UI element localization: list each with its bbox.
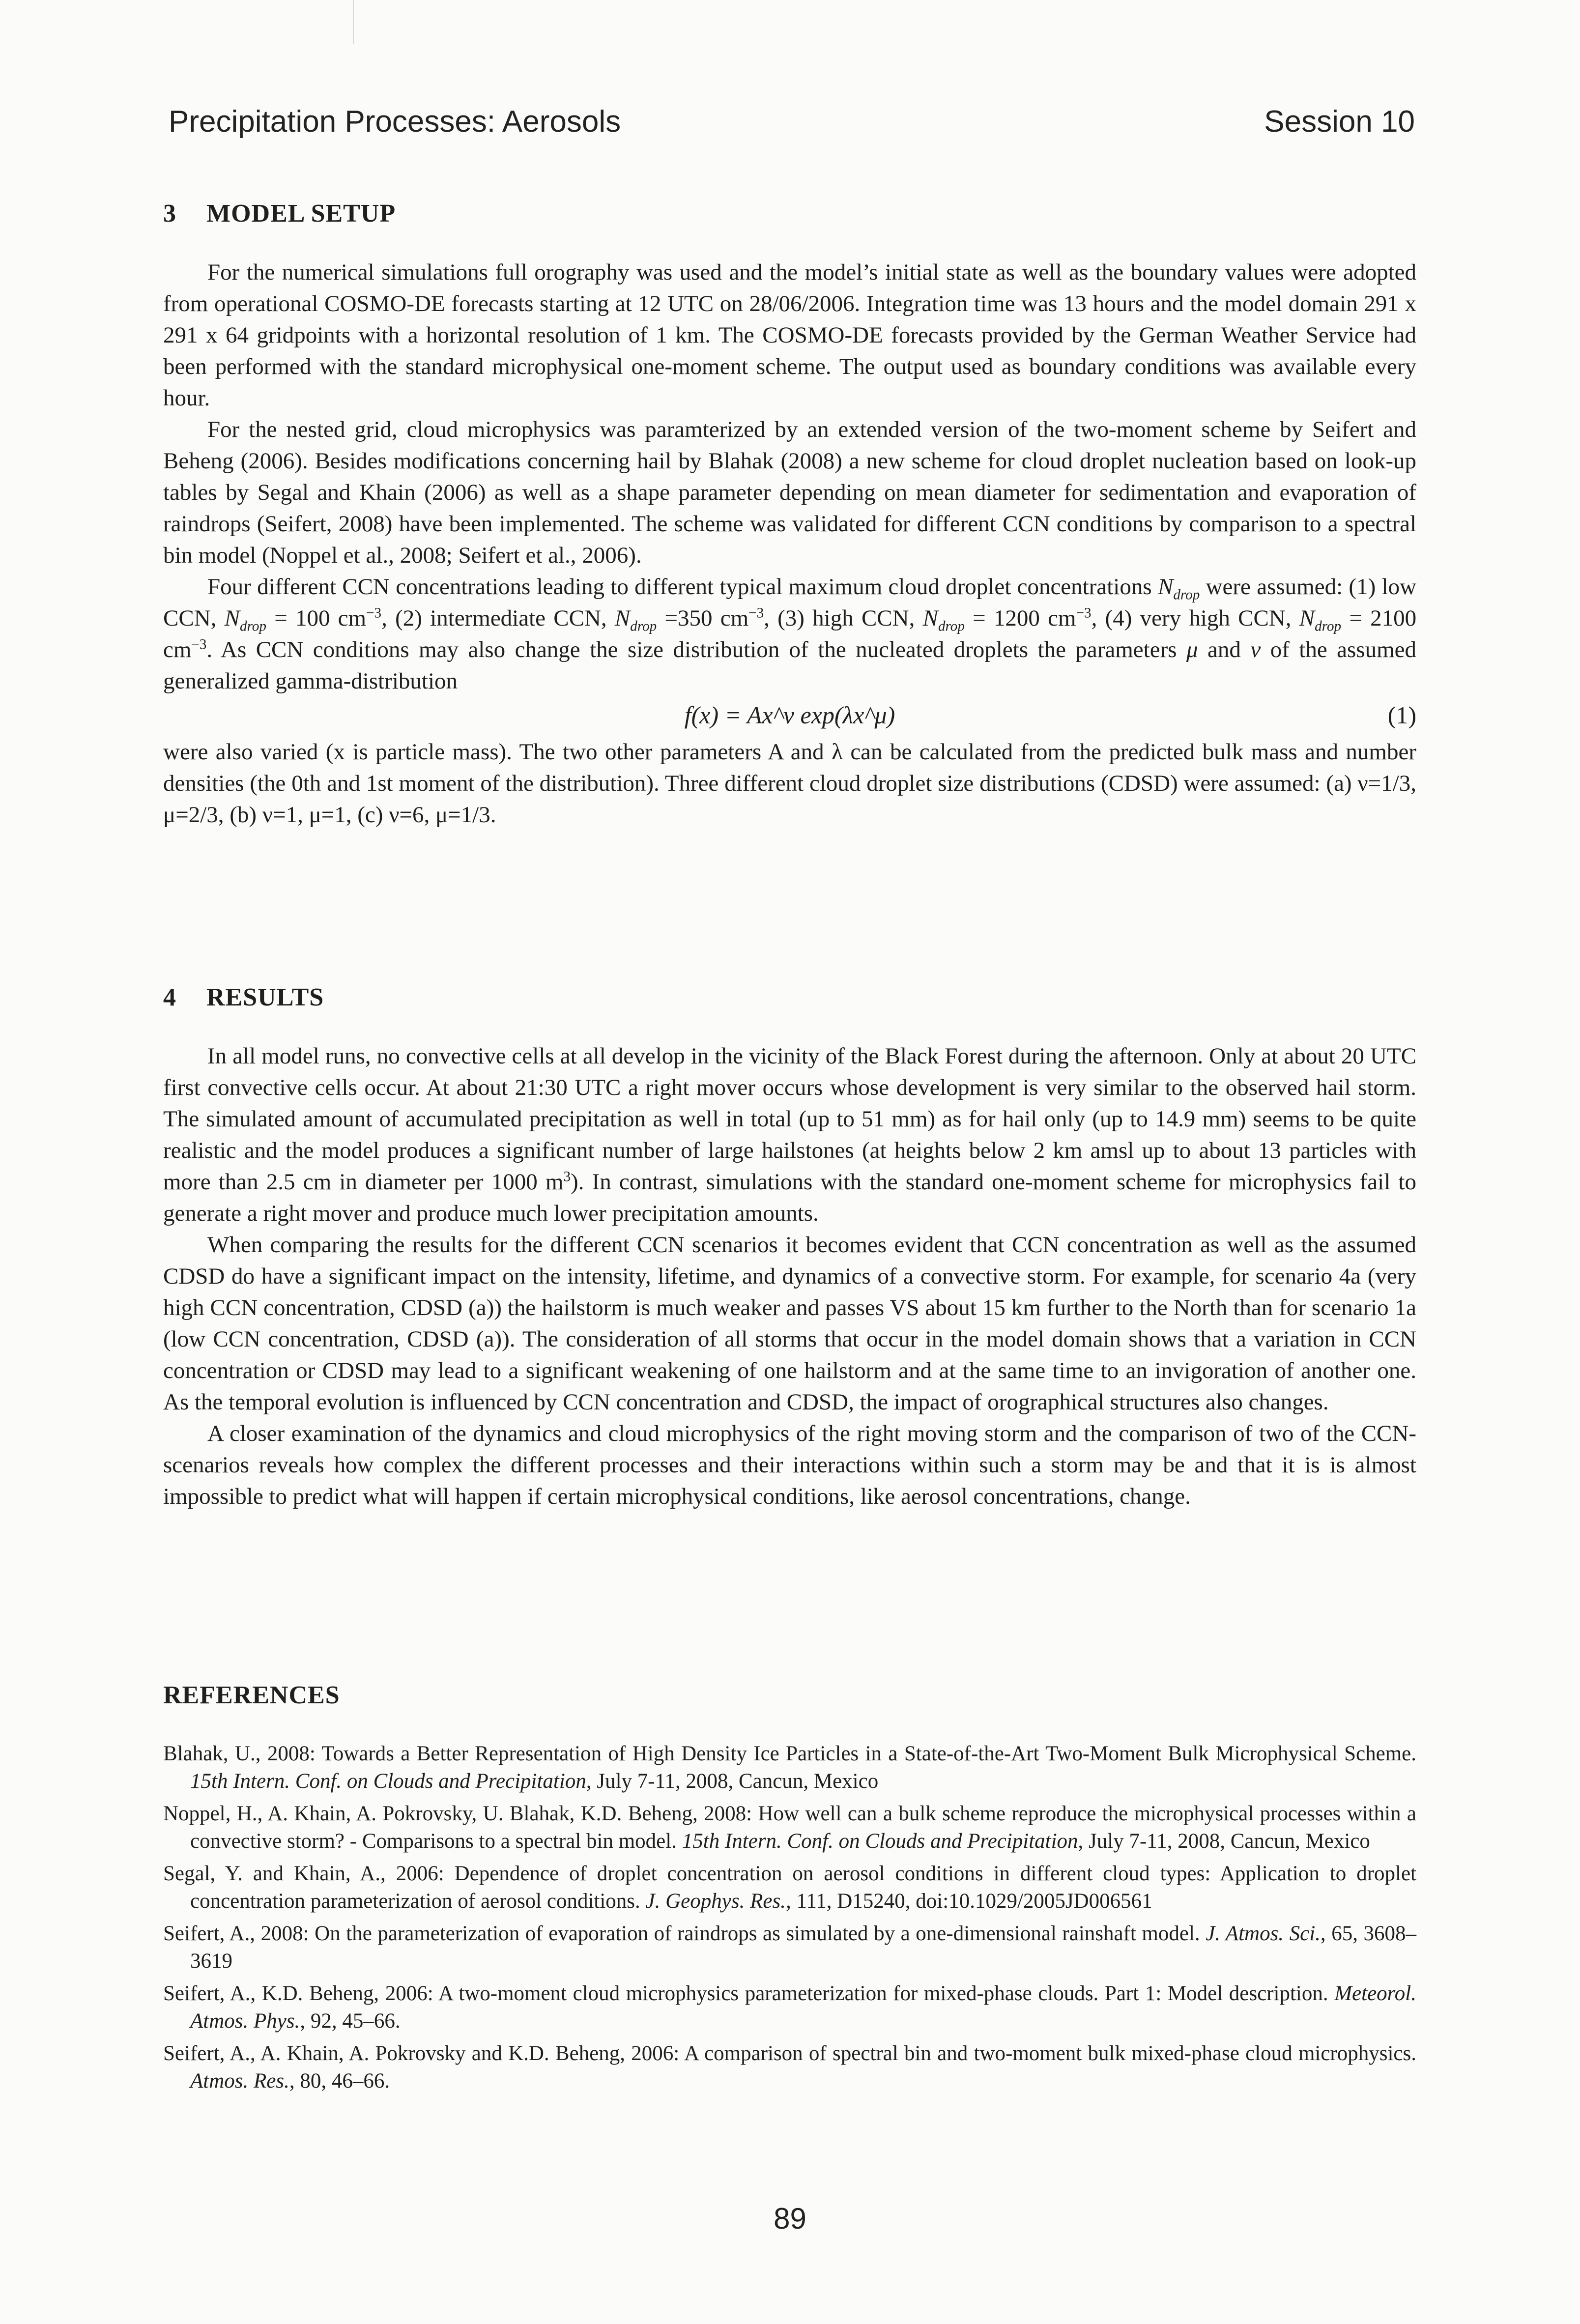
- equation-gamma-distribution: [163, 697, 1416, 736]
- section-title: RESULTS: [206, 983, 324, 1011]
- reference-item: Noppel, H., A. Khain, A. Pokrovsky, U. Blahak, K.D. Beheng, 2008: How well can a bulk scheme reproduce the microphysical processes within a convective storm? - Comparisons to a spectral bin model. 15th Intern. Conf. on Clouds and Precipitation, July 7-11, 2008, Cancun, Mexico: [163, 1802, 1416, 1853]
- paragraph: For the numerical simulations full orography was used and the model’s initial state as well as the boundary values were adopted from operational COSMO-DE forecasts starting at 12 UTC on 28/06/2006. Integration time was 13 hours and the model domain 291 x 291 x 64 gridpoints with a horizontal resolution of 1 km. The COSMO-DE forecasts provided by the German Weather Service had been performed with the standard microphysical one-moment scheme. The output used as boundary conditions was available every hour.: [163, 259, 1416, 411]
- references-heading: REFERENCES: [163, 1681, 340, 1709]
- paragraph: In all model runs, no convective cells at all develop in the vicinity of the Black Forest during the afternoon. Only at about 20 UTC first convective cells occur. At about 21:30 UTC a right mover occurs whose development is very similar to the observed hail storm. The simulated amount of accumulated precipitation as well in total (up to 51 mm) as for hail only (up to 14.9 mm) seems to be quite realistic and the model produces a significant number of large hailstones (at heights below 2 km amsl up to about 13 particles with more than 2.5 cm in diameter per 1000 $m^3$). In contrast, simulations with the standard one-moment scheme for microphysics fail to generate a right mover and produce much lower precipitation amounts.: [163, 1043, 1416, 1226]
- paragraph-ccn: Four different CCN concentrations leading to different typical maximum cloud droplet concentrations $N_{drop}$ were assumed: (1) low CCN, $N_{drop} = 100$ $cm^{-3}$, (2) intermediate CCN, $N_{drop} =350$ $cm^{-3}$, (3) high CCN, $N_{drop} = 1200$ $cm^{-3}$, (4) very high CCN, $N_{drop} = 2100$ $cm^{-3}$. As CCN conditions may also change the size distribution of the nucleated droplets the parameters μ and ν of the assumed generalized gamma-distribution: [163, 574, 1417, 694]
- equation-number: (1): [1387, 701, 1416, 729]
- paragraph: A closer examination of the dynamics and cloud microphysics of the right moving storm and the comparison of two of the CCN-scenarios reveals how complex the different processes and their interactions within such a storm may be and that it is is almost impossible to predict what will happen if certain microphysical conditions, like aerosol concentrations, change.: [163, 1421, 1416, 1509]
- section-heading: [163, 983, 1416, 1012]
- paragraph: were also varied (x is particle mass). The two other parameters A and λ can be calculated from the predicted bulk mass and number densities (the 0th and 1st moment of the distribution). Three different cloud droplet size distributions (CDSD) were assumed: (a) ν=1/3, μ=2/3, (b) ν=1, μ=1, (c) ν=6, μ=1/3.: [163, 739, 1416, 828]
- references-section: [163, 1681, 1416, 2100]
- running-header-session: Session 10: [1264, 105, 1415, 139]
- section-number: 4: [163, 983, 176, 1011]
- paragraph: For the nested grid, cloud microphysics was paramterized by an extended version of the two-moment scheme by Seifert and Beheng (2006). Besides modifications concerning hail by Blahak (2008) a new scheme for cloud droplet nucleation based on look-up tables by Segal and Khain (2006) as well as a shape parameter depending on mean diameter for sedimentation and evaporation of raindrops (Seifert, 2008) have been implemented. The scheme was validated for different CCN conditions by comparison to a spectral bin model (Noppel et al., 2008; Seifert et al., 2006).: [163, 417, 1416, 568]
- reference-item: Seifert, A., A. Khain, A. Pokrovsky and K.D. Beheng, 2006: A comparison of spectral bin and two-moment bulk mixed-phase cloud microphysics. Atmos. Res., 80, 46–66.: [163, 2042, 1416, 2093]
- scan-artifact: [353, 0, 354, 44]
- page-number: 89: [774, 2202, 806, 2235]
- paragraph: When comparing the results for the different CCN scenarios it becomes evident that CCN concentration as well as the assumed CDSD do have a significant impact on the intensity, lifetime, and dynamics of a convective storm. For example, for scenario 4a (very high CCN concentration, CDSD (a)) the hailstorm is much weaker and passes VS about 15 km further to the North than for scenario 1a (low CCN concentration, CDSD (a)). The consideration of all storms that occur in the model domain shows that a variation in CCN concentration or CDSD may lead to a significant weakening of one hailstorm and at the same time to an invigoration of another one. As the temporal evolution is influenced by CCN concentration and CDSD, the impact of orographical structures also changes.: [163, 1232, 1416, 1415]
- reference-item: Seifert, A., 2008: On the parameterization of evaporation of raindrops as simulated by a one-dimensional rainshaft model. J. Atmos. Sci., 65, 3608–3619: [163, 1922, 1417, 1973]
- reference-item: Seifert, A., K.D. Beheng, 2006: A two-moment cloud microphysics parameterization for mixed-phase clouds. Part 1: Model description. Meteorol. Atmos. Phys., 92, 45–66.: [163, 1982, 1416, 2033]
- section-model-setup: [163, 199, 1416, 831]
- section-results: [163, 983, 1416, 1512]
- reference-list: [163, 1740, 1416, 2095]
- running-header-title: Precipitation Processes: Aerosols: [169, 105, 621, 139]
- section-heading: [163, 199, 1416, 228]
- section-title: MODEL SETUP: [206, 200, 396, 228]
- reference-item: Blahak, U., 2008: Towards a Better Representation of High Density Ice Particles in a State-of-the-Art Two-Moment Bulk Microphysical Scheme. 15th Intern. Conf. on Clouds and Precipitation, July 7-11, 2008, Cancun, Mexico: [163, 1742, 1416, 1793]
- equation-formula: f(x) = Ax^ν exp(λx^μ): [684, 701, 895, 729]
- reference-item: Segal, Y. and Khain, A., 2006: Dependence of droplet concentration on aerosol conditions in different cloud types: Application to droplet concentration parameterization of aerosol conditions. J. Geophys. Res., 111, D15240, doi:10.1029/2005JD006561: [163, 1862, 1416, 1913]
- section-number: 3: [163, 200, 176, 228]
